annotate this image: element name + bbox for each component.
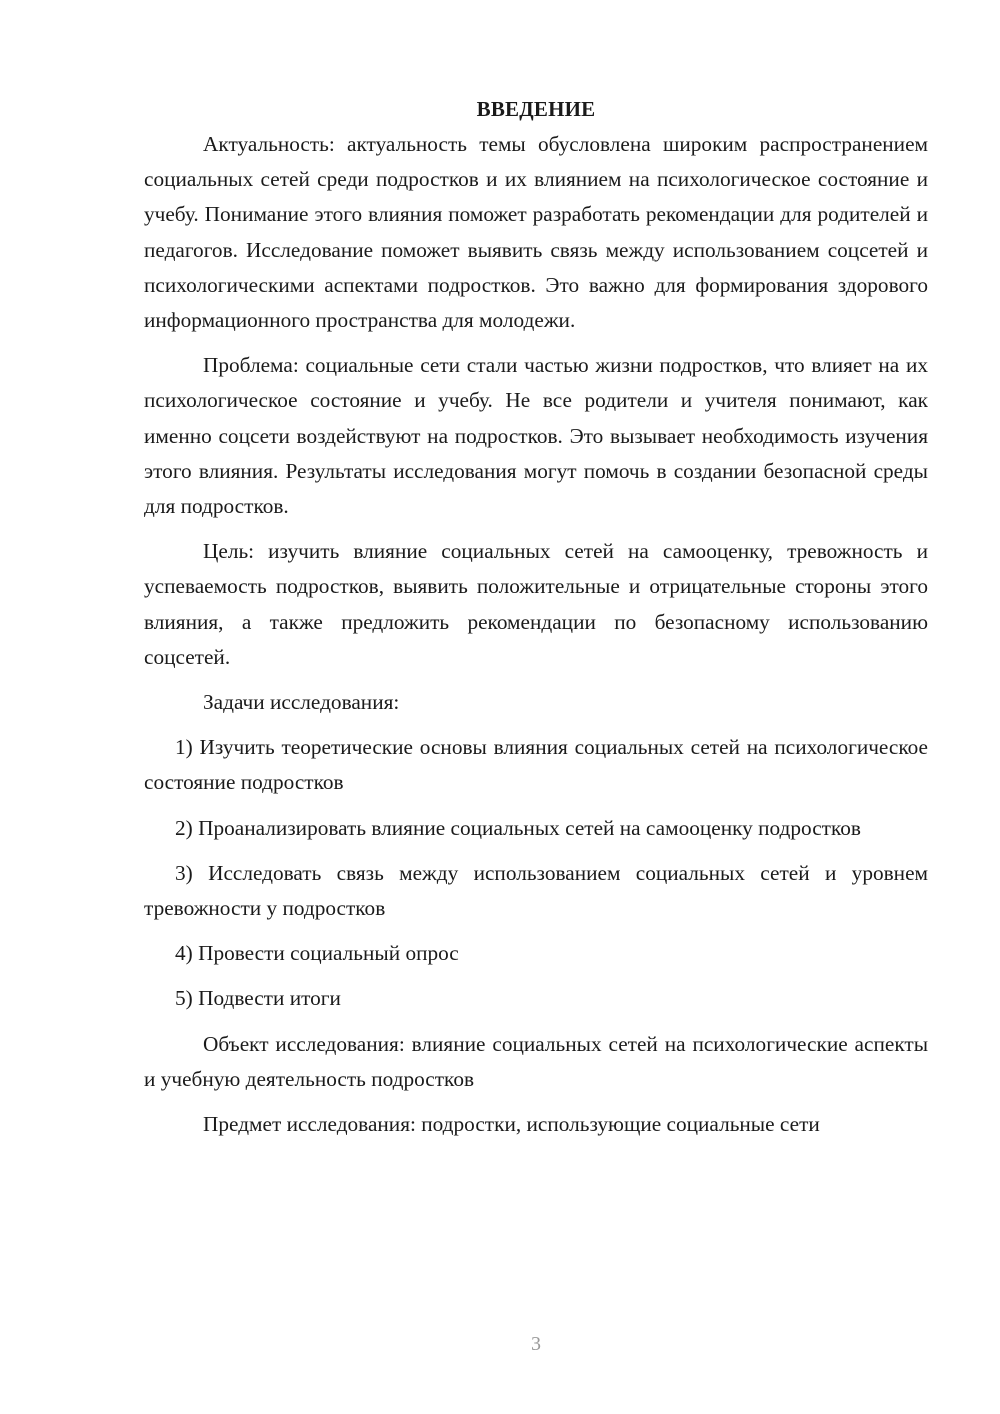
page-number: 3	[531, 1333, 541, 1355]
task-item-2: 2) Проанализировать влияние социальных сетей на самооценку подростков	[175, 815, 861, 840]
tasks-heading: Задачи исследования:	[203, 690, 400, 715]
object-paragraph: Объект исследования: влияние социальных сетей на психологические аспекты и учебную деятельность подростков	[144, 1031, 928, 1091]
task-item-1: 1) Изучить теоретические основы влияния социальных сетей на психологическое состояние подростков	[144, 735, 928, 795]
task-item-3: 3) Исследовать связь между использованием социальных сетей и уровнем тревожности у подростков	[144, 860, 928, 921]
task-item-5: 5) Подвести итоги	[175, 986, 341, 1011]
subject-paragraph: Предмет исследования: подростки, использующие социальные сети	[203, 1112, 820, 1137]
goal-paragraph: Цель: изучить влияние социальных сетей на самооценку, тревожность и успеваемость подростков, выявить положительные и отрицательные стороны этого влияния, а также предложить рекомендации по безопасному использованию соцсетей.	[144, 539, 928, 669]
problem-paragraph: Проблема: социальные сети стали частью жизни подростков, что влияет на их психологическое состояние и учебу. Не все родители и учителя понимают, как именно соцсети воздействуют на подростков. Это вызывает необходимость изучения этого влияния. Результаты исследования могут помочь в создании безопасной среды для подростков.	[144, 353, 928, 519]
page-title: ВВЕДЕНИЕ	[476, 97, 596, 121]
document-page	[144, 92, 928, 1142]
task-item-4: 4) Провести социальный опрос	[175, 941, 459, 966]
relevance-paragraph: Актуальность: актуальность темы обусловлена широким распространением социальных сетей среди подростков и их влиянием на психологическое состояние и учебу. Понимание этого влияния поможет разработать рекомендации для родителей и педагогов. Исследование поможет выявить связь между использованием соцсетей и психологическими аспектами подростков. Это важно для формирования здорового информационного пространства для молодежи.	[144, 132, 928, 333]
